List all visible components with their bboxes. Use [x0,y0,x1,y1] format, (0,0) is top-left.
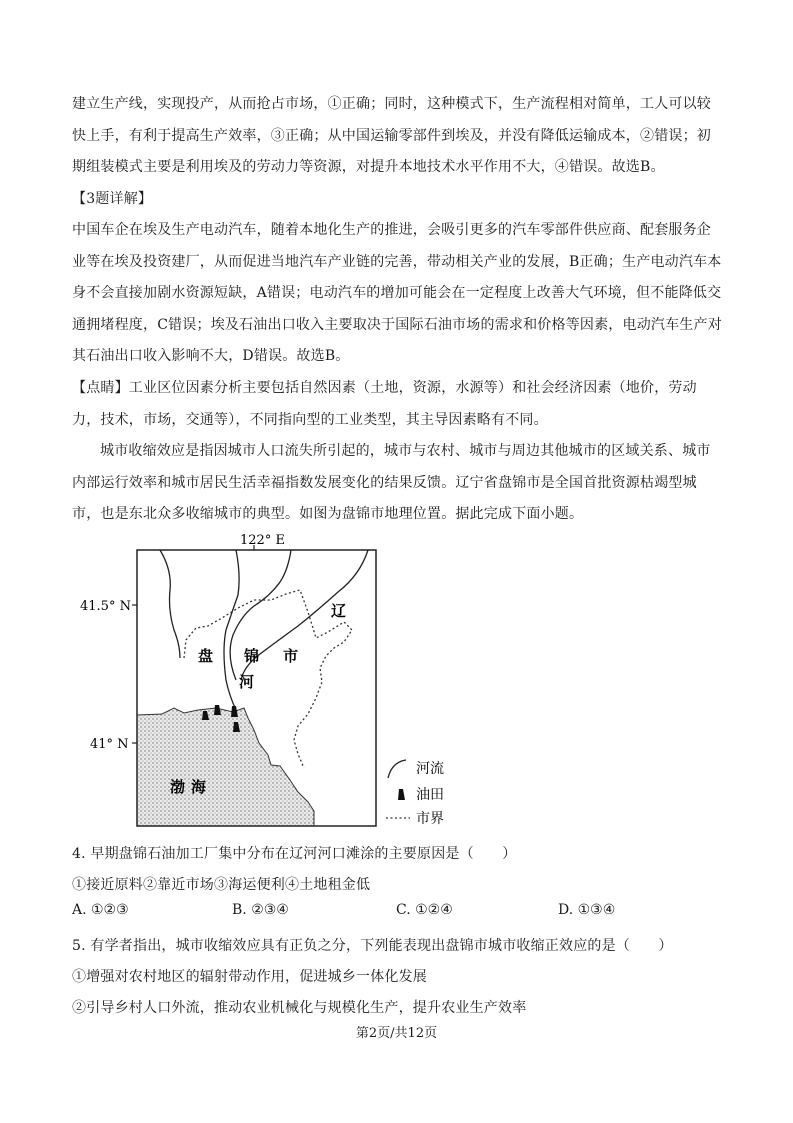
legend-river-label: 河流 [416,761,444,777]
oilfield-icon [231,706,238,717]
river-label-he: 河 [239,673,255,691]
option-d[interactable]: D. ①③④ [558,902,616,918]
question-5-item-1: ①增强对农村地区的辐射带动作用，促进城乡一体化发展 [72,969,427,985]
oilfield-icon [214,705,221,715]
answer-paragraph-2: 建立生产线，实现投产，从而抢占市场，①正确；同时，这种模式下，生产流程相对简单，工人可以较快上手，有利于提高生产效率，③正确；从中国运输零部件到埃及，并没有降低运输成本，②错误；初期组装模式主要是利用埃及的劳动力等资源，对提升本地技术水平作用不大，④错误。故选B。 [72,96,711,175]
river-line [160,550,180,658]
river-line [241,550,368,680]
question-5-item-2: ②引导乡村人口外流，推动农业机械化与规模化生产，提升农业生产效率 [72,1000,527,1016]
city-label-char-1: 盘 [198,647,214,665]
longitude-label: 122° E [240,533,285,548]
intro-text: 城市收缩效应是指因城市人口流失所引起的，城市与农村、城市与周边其他城市的区域关系、城市内部运行效率和城市居民生活幸福指数发展变化的结果反馈。辽宁省盘锦市是全国首批资源枯竭型城市，也是东北众多收缩城市的典型。如图为盘锦市地理位置。据此完成下面小题。 [72,443,711,522]
section-heading-q3: 【3题详解】 [72,191,153,207]
bohai-sea-area [137,708,314,826]
latitude-bottom-label: 41° N [90,737,129,752]
option-a[interactable]: A. ①②③ [72,902,129,918]
page-footer: 第2页/共12页 [355,1026,438,1041]
key-point-paragraph: 【点睛】工业区位因素分析主要包括自然因素（土地，资源，水源等）和社会经济因素（地价，劳动力，技术，市场，交通等），不同指向型的工业类型，其主导因素略有不同。 [72,380,697,428]
city-label-char-3: 市 [283,647,299,665]
question-4-options [72,902,722,926]
question-4-items: ①接近原料②靠近市场③海运便利④土地租金低 [72,877,371,893]
option-c[interactable]: C. ①②④ [396,902,453,918]
latitude-top-label: 41.5° N [80,599,131,614]
option-b[interactable]: B. ②③④ [232,902,289,918]
sea-label: 渤海 [170,778,213,796]
river-line [224,550,239,710]
legend-oilfield-label: 油田 [416,787,444,803]
panjin-location-map [76,530,476,830]
city-label-char-2: 锦 [244,647,260,665]
question-4-stem: 4. 早期盘锦石油加工厂集中分布在辽河河口滩涂的主要原因是（ ） [72,846,517,862]
answer-paragraph-3: 中国车企在埃及生产电动汽车，随着本地化生产的推进，会吸引更多的汽车零部件供应商、配套服务企业等在埃及投资建厂，从而促进当地汽车产业链的完善，带动相关产业的发展，B正确；生产电动汽车本身不会直接加剧水资源短缺，A错误；电动汽车的增加可能会在一定程度上改善大气环境，但不能降低交通拥堵程度，C错误；埃及石油出口收入主要取决于国际石油市场的需求和价格等因素，电动汽车生产对其石油出口收入影响不大，D错误。故选B。 [72,222,722,364]
intro-paragraph [72,436,722,531]
river-label-liao: 辽 [331,602,347,620]
legend-boundary-label: 市界 [416,811,444,827]
legend-river-icon [388,760,406,778]
question-5-stem: 5. 有学者指出，城市收缩效应具有正负之分，下列能表现出盘锦市城市收缩正效应的是（ ） [72,938,673,954]
legend-oilfield-icon [398,789,405,800]
